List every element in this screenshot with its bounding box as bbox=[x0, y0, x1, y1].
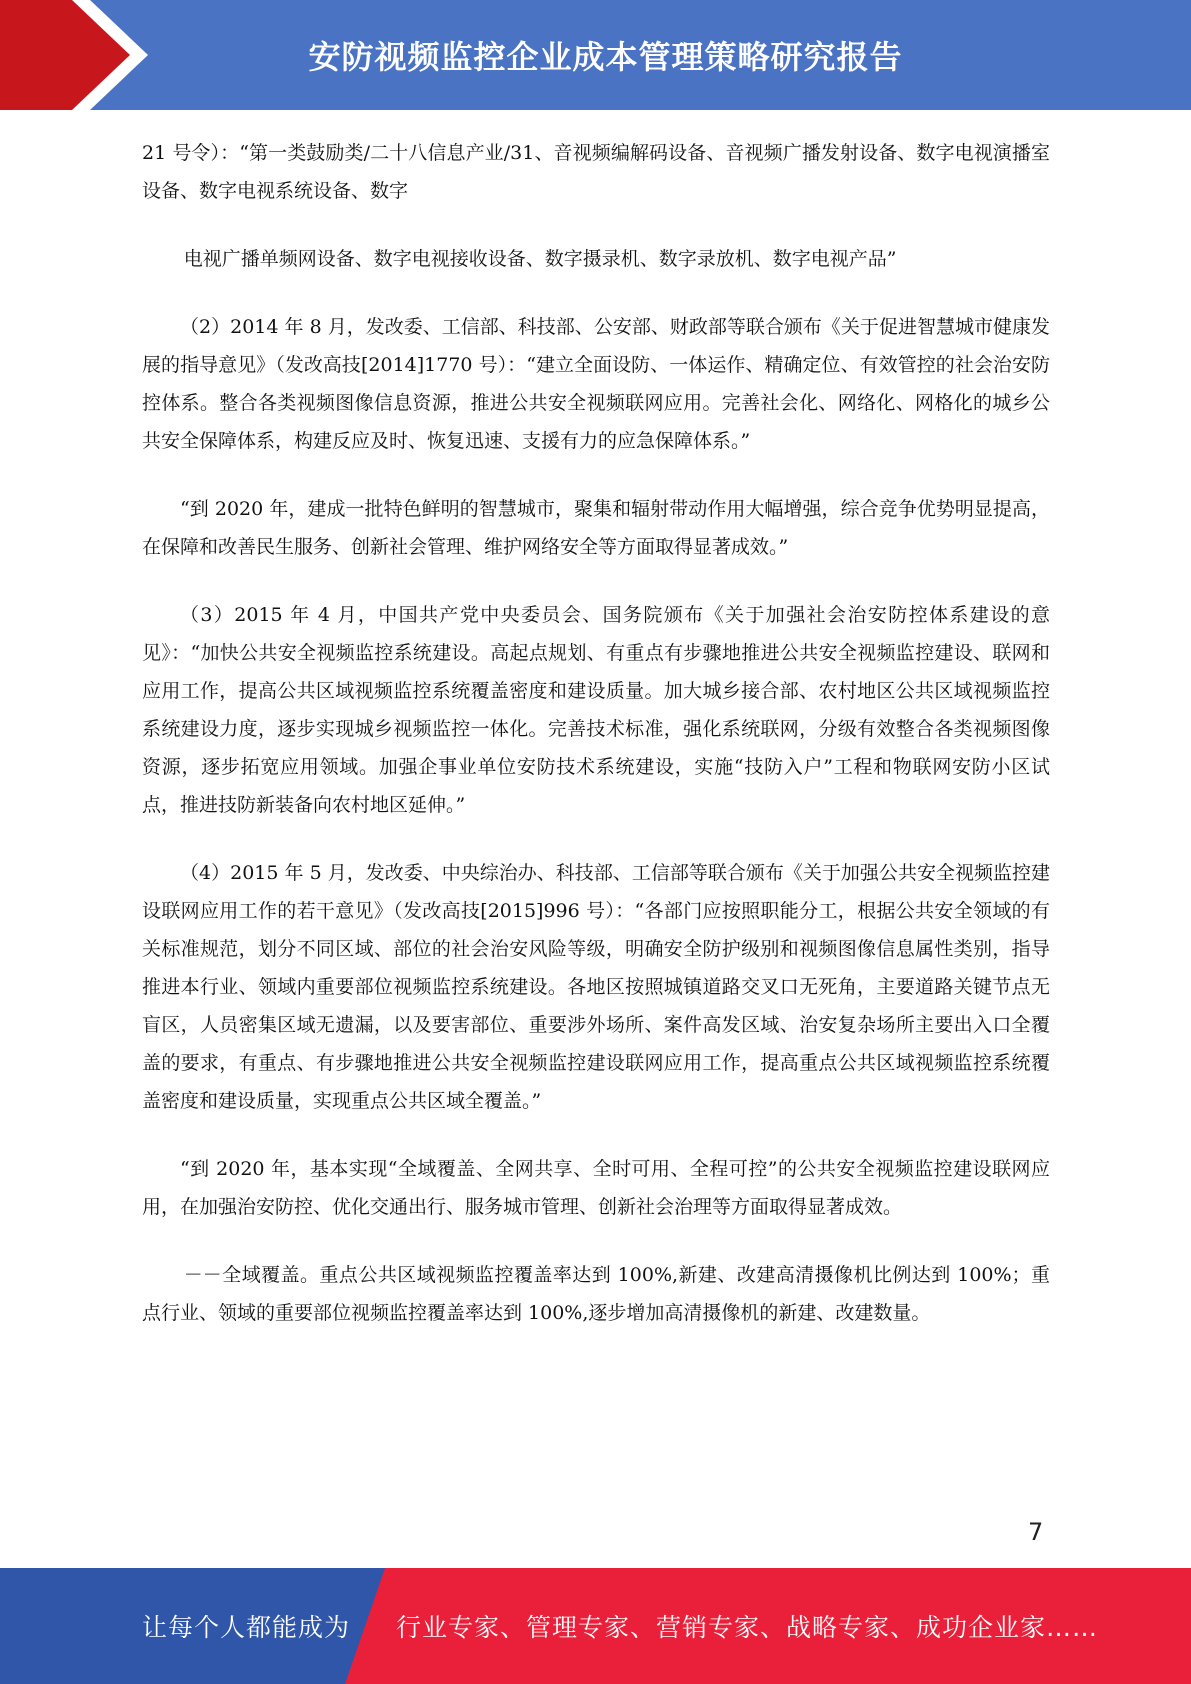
paragraph: （4）2015 年 5 月，发改委、中央综治办、科技部、工信部等联合颁布《关于加强公共安全视频监控建设联网应用工作的若干意见》（发改高技[2015]996 号）：“各部门应按照职能分工，根据公共安全领域的有关标准规范，划分不同区域、部位的社会治安风险等级，明确安全防护级别和视频图像信息属性类别，指导推进本行业、领域内重要部位视频监控系统建设。各地区按照城镇道路交叉口无死角，主要道路关键节点无盲区，人员密集区域无遗漏，以及要害部位、重要涉外场所、案件高发区域、治安复杂场所主要出入口全覆盖的要求，有重点、有步骤地推进公共安全视频监控建设联网应用工作，提高重点公共区域视频监控系统覆盖密度和建设质量，实现重点公共区域全覆盖。” bbox=[142, 862, 1050, 1112]
paragraph: （2）2014 年 8 月，发改委、工信部、科技部、公安部、财政部等联合颁布《关于促进智慧城市健康发展的指导意见》（发改高技[2014]1770 号）：“建立全面设防、一体运作、精确定位、有效管控的社会治安防控体系。整合各类视频图像信息资源，推进公共安全视频联网应用。完善社会化、网络化、网格化的城乡公共安全保障体系，构建反应及时、恢复迅速、支援有力的应急保障体系。” bbox=[142, 316, 1050, 452]
document-body bbox=[142, 134, 1050, 1362]
paragraph: 21 号令）：“第一类鼓励类/二十八信息产业/31、音视频编解码设备、音视频广播发射设备、数字电视演播室设备、数字电视系统设备、数字 bbox=[142, 142, 1050, 202]
page-number: 7 bbox=[1028, 1518, 1044, 1546]
report-title: 安防视频监控企业成本管理策略研究报告 bbox=[308, 38, 903, 76]
paragraph: （3）2015 年 4 月，中国共产党中央委员会、国务院颁布《关于加强社会治安防控体系建设的意见》：“加快公共安全视频监控系统建设。高起点规划、有重点有步骤地推进公共安全视频监控建设、联网和应用工作，提高公共区域视频监控系统覆盖密度和建设质量。加大城乡接合部、农村地区公共区域视频监控系统建设力度，逐步实现城乡视频监控一体化。完善技术标准，强化系统联网，分级有效整合各类视频图像资源，逐步拓宽应用领域。加强企事业单位安防技术系统建设，实施“技防入户”工程和物联网安防小区试点，推进技防新装备向农村地区延伸。” bbox=[142, 604, 1050, 816]
paragraph: －－全域覆盖。重点公共区域视频监控覆盖率达到 100%,新建、改建高清摄像机比例达到 100%；重点行业、领域的重要部位视频监控覆盖率达到 100%,逐步增加高清摄像机的新建、改建数量。 bbox=[142, 1264, 1050, 1324]
paragraph: “到 2020 年，建成一批特色鲜明的智慧城市，聚集和辐射带动作用大幅增强，综合竞争优势明显提高，在保障和改善民生服务、创新社会管理、维护网络安全等方面取得显著成效。” bbox=[142, 498, 1050, 558]
footer-slogan-left: 让每个人都能成为 bbox=[142, 1613, 351, 1642]
footer-banner bbox=[0, 1568, 1191, 1684]
paragraph: “到 2020 年，基本实现“全域覆盖、全网共享、全时可用、全程可控”的公共安全视频监控建设联网应用，在加强治安防控、优化交通出行、服务城市管理、创新社会治理等方面取得显著成效。 bbox=[142, 1158, 1050, 1218]
paragraph: 电视广播单频网设备、数字电视接收设备、数字摄录机、数字录放机、数字电视产品” bbox=[183, 248, 897, 270]
header-banner bbox=[0, 0, 1191, 110]
footer-slogan-right: 行业专家、管理专家、营销专家、战略专家、成功企业家…… bbox=[396, 1613, 1099, 1642]
